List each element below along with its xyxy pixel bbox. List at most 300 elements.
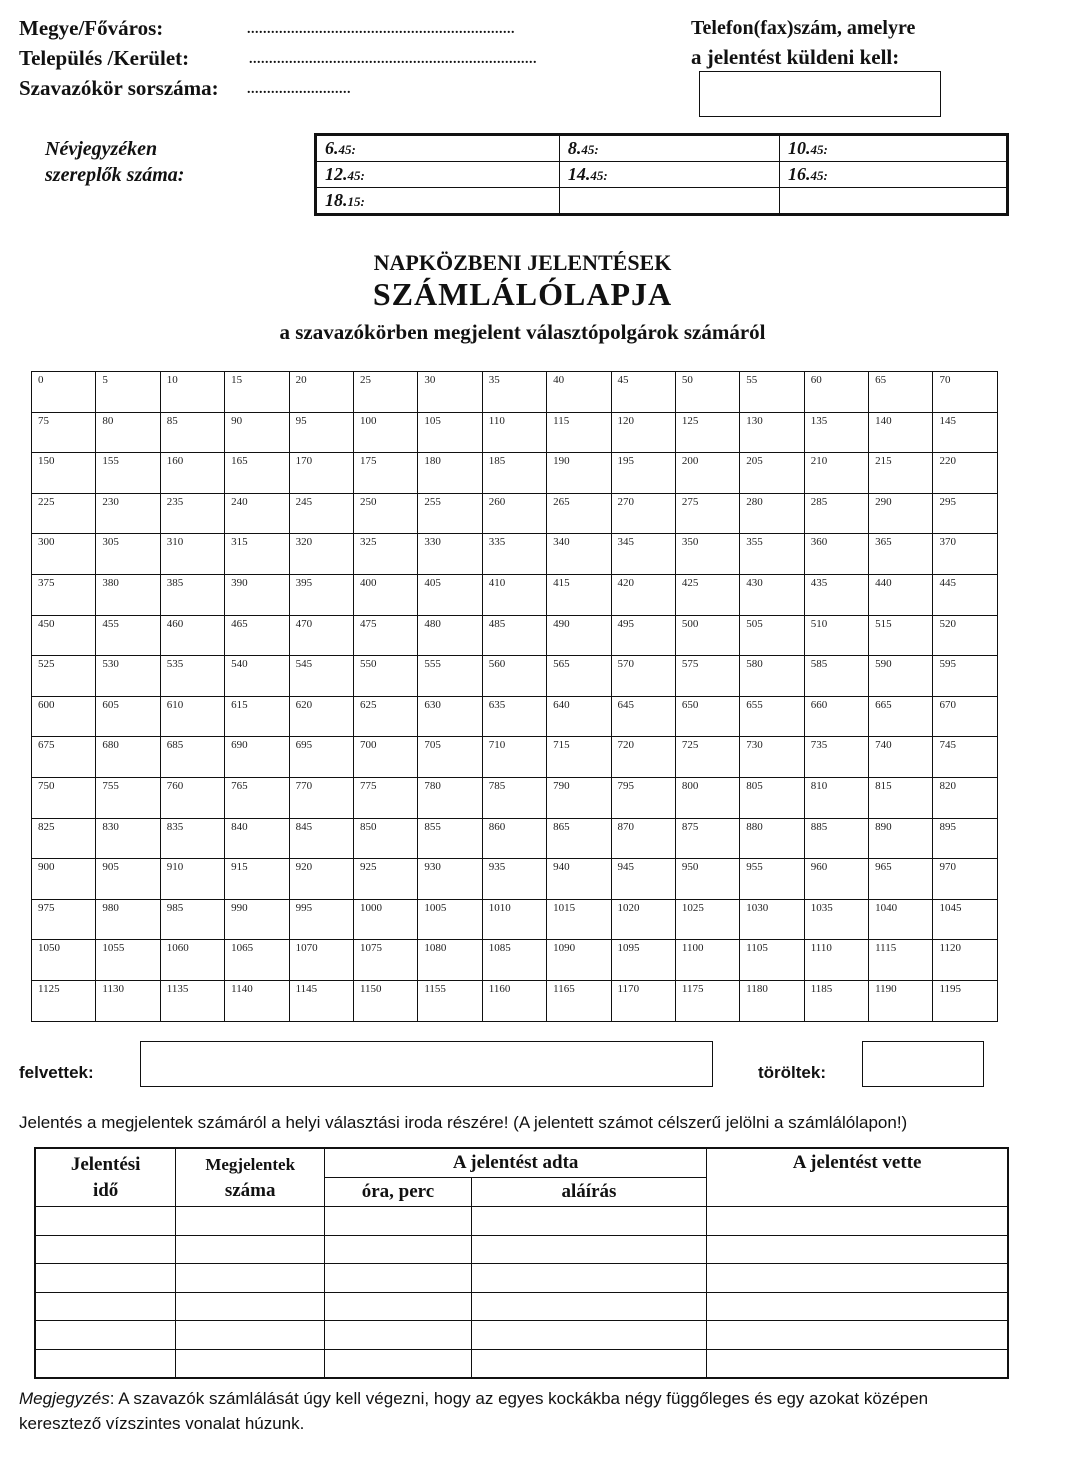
tally-cell[interactable]	[547, 412, 611, 453]
tally-cell[interactable]	[353, 818, 417, 859]
tally-cell[interactable]	[869, 574, 933, 615]
tally-cell[interactable]	[804, 818, 868, 859]
tally-cell[interactable]	[96, 412, 160, 453]
tally-cell[interactable]	[547, 777, 611, 818]
tally-cell-number: 840	[231, 820, 248, 833]
tally-cell[interactable]	[289, 412, 353, 453]
tally-cell[interactable]	[675, 493, 739, 534]
tally-cell[interactable]	[225, 574, 289, 615]
tally-cell[interactable]	[547, 737, 611, 778]
tally-cell[interactable]	[804, 615, 868, 656]
tally-cell[interactable]	[482, 453, 546, 494]
report-cell[interactable]	[471, 1207, 706, 1236]
tally-cell[interactable]	[353, 372, 417, 413]
report-cell[interactable]	[176, 1207, 325, 1236]
tally-cell[interactable]	[32, 493, 96, 534]
tally-cell[interactable]	[547, 615, 611, 656]
tally-cell[interactable]	[418, 656, 482, 697]
tally-cell[interactable]	[160, 615, 224, 656]
tally-cell[interactable]	[547, 534, 611, 575]
tally-cell[interactable]	[353, 493, 417, 534]
report-cell[interactable]	[471, 1235, 706, 1264]
tally-cell[interactable]	[675, 453, 739, 494]
tally-cell[interactable]	[32, 412, 96, 453]
tally-cell[interactable]	[32, 534, 96, 575]
tally-cell[interactable]	[225, 737, 289, 778]
tally-cell[interactable]	[160, 656, 224, 697]
tally-cell[interactable]	[482, 737, 546, 778]
tally-cell[interactable]	[547, 453, 611, 494]
tally-cell[interactable]	[869, 899, 933, 940]
report-cell[interactable]	[707, 1264, 1008, 1293]
tally-cell[interactable]	[418, 615, 482, 656]
tally-cell[interactable]	[933, 372, 997, 413]
tally-cell[interactable]	[611, 859, 675, 900]
tally-cell[interactable]	[869, 696, 933, 737]
tally-cell[interactable]	[547, 859, 611, 900]
tally-cell[interactable]	[933, 574, 997, 615]
tally-cell[interactable]	[869, 980, 933, 1021]
tally-cell[interactable]	[611, 453, 675, 494]
tally-cell[interactable]	[547, 574, 611, 615]
tally-cell[interactable]	[160, 412, 224, 453]
report-cell[interactable]	[176, 1264, 325, 1293]
tally-cell[interactable]	[418, 940, 482, 981]
tally-cell[interactable]	[32, 574, 96, 615]
tally-cell[interactable]	[740, 980, 804, 1021]
report-cell[interactable]	[325, 1235, 472, 1264]
tally-cell[interactable]	[740, 656, 804, 697]
tally-cell[interactable]	[160, 696, 224, 737]
tally-cell[interactable]	[32, 859, 96, 900]
report-cell[interactable]	[707, 1321, 1008, 1350]
time-cell[interactable]	[559, 162, 779, 188]
report-cell[interactable]	[35, 1207, 176, 1236]
tally-cell[interactable]	[482, 777, 546, 818]
tally-cell[interactable]	[289, 859, 353, 900]
tally-cell[interactable]	[869, 859, 933, 900]
tally-cell[interactable]	[804, 453, 868, 494]
tally-row	[32, 574, 998, 615]
tally-cell[interactable]	[32, 737, 96, 778]
tally-cell[interactable]	[611, 818, 675, 859]
tally-cell[interactable]	[804, 493, 868, 534]
tally-cell[interactable]	[353, 534, 417, 575]
tally-cell[interactable]	[933, 696, 997, 737]
tally-cell[interactable]	[675, 696, 739, 737]
tally-cell[interactable]	[675, 412, 739, 453]
tally-cell[interactable]	[933, 656, 997, 697]
tally-cell[interactable]	[675, 737, 739, 778]
tally-cell[interactable]	[675, 859, 739, 900]
tally-cell[interactable]	[96, 574, 160, 615]
tally-cell[interactable]	[32, 777, 96, 818]
tally-cell[interactable]	[547, 696, 611, 737]
report-cell[interactable]	[176, 1235, 325, 1264]
tally-cell[interactable]	[740, 899, 804, 940]
tally-cell[interactable]	[353, 737, 417, 778]
tally-cell[interactable]	[740, 453, 804, 494]
tally-cell[interactable]	[933, 940, 997, 981]
tally-cell[interactable]	[804, 534, 868, 575]
tally-cell[interactable]	[96, 534, 160, 575]
tally-cell-number: 635	[488, 698, 506, 711]
tally-cell[interactable]	[611, 615, 675, 656]
tally-cell[interactable]	[740, 818, 804, 859]
phone-number-box[interactable]	[699, 71, 941, 117]
tally-cell[interactable]	[289, 372, 353, 413]
tally-cell[interactable]	[482, 859, 546, 900]
tally-cell[interactable]	[160, 534, 224, 575]
tally-cell[interactable]	[804, 372, 868, 413]
report-cell[interactable]	[176, 1321, 325, 1350]
tally-cell[interactable]	[289, 696, 353, 737]
tally-cell[interactable]	[740, 372, 804, 413]
tally-cell[interactable]	[418, 737, 482, 778]
tally-cell[interactable]	[611, 696, 675, 737]
tally-cell[interactable]	[482, 818, 546, 859]
tally-cell[interactable]	[225, 859, 289, 900]
tally-cell[interactable]	[804, 737, 868, 778]
tally-cell[interactable]	[418, 493, 482, 534]
tally-row	[32, 615, 998, 656]
tally-cell-number: 1160	[488, 982, 511, 995]
report-cell[interactable]	[325, 1264, 472, 1293]
report-cell[interactable]	[35, 1292, 176, 1321]
tally-cell[interactable]	[611, 940, 675, 981]
tally-cell[interactable]	[933, 980, 997, 1021]
tally-cell[interactable]	[32, 453, 96, 494]
tally-cell[interactable]	[804, 859, 868, 900]
tally-cell[interactable]	[225, 818, 289, 859]
report-cell[interactable]	[35, 1264, 176, 1293]
tally-cell[interactable]	[740, 615, 804, 656]
tally-cell[interactable]	[96, 980, 160, 1021]
tally-cell[interactable]	[675, 980, 739, 1021]
time-cell[interactable]	[316, 162, 560, 188]
report-cell[interactable]	[35, 1235, 176, 1264]
tally-cell[interactable]	[289, 574, 353, 615]
report-cell[interactable]	[707, 1292, 1008, 1321]
tally-cell[interactable]	[482, 574, 546, 615]
tally-cell[interactable]	[225, 940, 289, 981]
tally-cell[interactable]	[611, 899, 675, 940]
tally-cell[interactable]	[740, 940, 804, 981]
tally-cell[interactable]	[611, 980, 675, 1021]
tally-cell[interactable]	[869, 818, 933, 859]
tally-cell[interactable]	[547, 493, 611, 534]
tally-cell[interactable]	[418, 777, 482, 818]
tally-cell[interactable]	[869, 777, 933, 818]
tally-cell-number: 1015	[553, 901, 576, 914]
tally-cell[interactable]	[611, 534, 675, 575]
tally-cell[interactable]	[675, 940, 739, 981]
time-cell[interactable]	[316, 135, 560, 162]
tally-cell[interactable]	[933, 737, 997, 778]
deleted-box[interactable]	[862, 1041, 984, 1087]
tally-cell[interactable]	[160, 493, 224, 534]
title-line2: SZÁMLÁLÓLAPJA	[372, 276, 673, 312]
tally-cell-number: 205	[746, 455, 763, 468]
tally-cell[interactable]	[289, 493, 353, 534]
time-cell[interactable]	[779, 135, 1007, 162]
tally-cell[interactable]	[933, 818, 997, 859]
tally-cell[interactable]	[418, 859, 482, 900]
tally-cell[interactable]	[933, 859, 997, 900]
report-cell[interactable]	[471, 1321, 706, 1350]
tally-cell[interactable]	[96, 696, 160, 737]
tally-cell[interactable]	[160, 737, 224, 778]
tally-cell[interactable]	[482, 534, 546, 575]
tally-cell[interactable]	[804, 656, 868, 697]
tally-cell[interactable]	[675, 899, 739, 940]
tally-cell-number: 55	[746, 374, 758, 386]
tally-cell[interactable]	[547, 899, 611, 940]
tally-cell[interactable]	[353, 615, 417, 656]
report-cell[interactable]	[707, 1207, 1008, 1236]
tally-cell[interactable]	[611, 574, 675, 615]
tally-cell[interactable]	[160, 818, 224, 859]
tally-cell[interactable]	[160, 899, 224, 940]
tally-cell[interactable]	[869, 737, 933, 778]
tally-cell[interactable]	[353, 574, 417, 615]
tally-cell[interactable]	[418, 453, 482, 494]
tally-cell[interactable]	[482, 656, 546, 697]
tally-cell[interactable]	[225, 453, 289, 494]
tally-cell[interactable]	[482, 940, 546, 981]
tally-cell[interactable]	[675, 818, 739, 859]
time-cell[interactable]	[559, 188, 779, 215]
report-cell[interactable]	[471, 1292, 706, 1321]
tally-cell[interactable]	[740, 534, 804, 575]
report-cell[interactable]	[35, 1321, 176, 1350]
tally-cell[interactable]	[804, 980, 868, 1021]
tally-cell[interactable]	[160, 453, 224, 494]
tally-cell[interactable]	[675, 574, 739, 615]
tally-cell[interactable]	[32, 372, 96, 413]
tally-cell[interactable]	[547, 656, 611, 697]
tally-cell[interactable]	[933, 412, 997, 453]
tally-cell[interactable]	[740, 412, 804, 453]
tally-cell[interactable]	[96, 859, 160, 900]
tally-cell[interactable]	[418, 696, 482, 737]
tally-cell[interactable]	[804, 899, 868, 940]
tally-cell[interactable]	[225, 656, 289, 697]
tally-cell[interactable]	[869, 493, 933, 534]
tally-cell[interactable]	[675, 372, 739, 413]
tally-cell[interactable]	[225, 493, 289, 534]
tally-cell[interactable]	[289, 818, 353, 859]
tally-cell[interactable]	[482, 696, 546, 737]
settlement-field[interactable]: ........................................................................	[249, 52, 537, 67]
tally-cell[interactable]	[96, 453, 160, 494]
tally-cell[interactable]	[740, 574, 804, 615]
time-cell[interactable]	[779, 162, 1007, 188]
tally-cell[interactable]	[353, 859, 417, 900]
tally-cell[interactable]	[225, 615, 289, 656]
tally-cell[interactable]	[418, 818, 482, 859]
tally-cell[interactable]	[675, 656, 739, 697]
tally-cell[interactable]	[933, 493, 997, 534]
tally-cell[interactable]	[804, 574, 868, 615]
tally-cell[interactable]	[740, 696, 804, 737]
report-cell[interactable]	[35, 1349, 176, 1378]
tally-cell-number: 550	[359, 658, 377, 671]
tally-cell[interactable]	[675, 777, 739, 818]
tally-cell[interactable]	[289, 737, 353, 778]
tally-cell[interactable]	[933, 615, 997, 656]
tally-cell[interactable]	[96, 899, 160, 940]
tally-cell[interactable]	[611, 737, 675, 778]
county-field[interactable]: ...................................................................	[247, 22, 515, 37]
tally-cell[interactable]	[804, 940, 868, 981]
tally-cell[interactable]	[225, 534, 289, 575]
tally-cell-number: 740	[875, 739, 892, 752]
tally-cell[interactable]	[482, 615, 546, 656]
tally-cell[interactable]	[353, 412, 417, 453]
report-cell[interactable]	[707, 1235, 1008, 1264]
tally-cell[interactable]	[32, 656, 96, 697]
tally-cell[interactable]	[418, 372, 482, 413]
tally-cell[interactable]	[96, 615, 160, 656]
report-cell[interactable]	[325, 1321, 472, 1350]
tally-cell[interactable]	[32, 899, 96, 940]
tally-cell[interactable]	[804, 777, 868, 818]
tally-cell[interactable]	[482, 493, 546, 534]
tally-cell[interactable]	[869, 372, 933, 413]
tally-cell[interactable]	[289, 899, 353, 940]
tally-cell[interactable]	[611, 656, 675, 697]
tally-cell[interactable]	[804, 696, 868, 737]
tally-cell[interactable]	[96, 940, 160, 981]
added-box[interactable]	[140, 1041, 713, 1087]
tally-cell[interactable]	[740, 737, 804, 778]
tally-cell[interactable]	[160, 777, 224, 818]
report-cell[interactable]	[325, 1207, 472, 1236]
tally-cell[interactable]	[418, 980, 482, 1021]
tally-cell[interactable]	[869, 940, 933, 981]
tally-cell[interactable]	[933, 453, 997, 494]
tally-cell[interactable]	[933, 534, 997, 575]
tally-cell[interactable]	[353, 980, 417, 1021]
tally-cell[interactable]	[32, 818, 96, 859]
tally-cell[interactable]	[225, 372, 289, 413]
tally-cell[interactable]	[289, 656, 353, 697]
report-cell[interactable]	[325, 1349, 472, 1378]
tally-cell[interactable]	[289, 453, 353, 494]
tally-cell[interactable]	[418, 574, 482, 615]
tally-cell[interactable]	[547, 372, 611, 413]
tally-cell[interactable]	[353, 696, 417, 737]
tally-cell[interactable]	[225, 980, 289, 1021]
tally-cell[interactable]	[160, 940, 224, 981]
tally-cell-number: 895	[939, 820, 956, 833]
tally-cell[interactable]	[675, 615, 739, 656]
time-cell[interactable]	[316, 188, 560, 215]
tally-cell[interactable]	[289, 534, 353, 575]
tally-cell[interactable]	[32, 615, 96, 656]
tally-cell[interactable]	[869, 412, 933, 453]
tally-cell[interactable]	[32, 696, 96, 737]
tally-cell[interactable]	[740, 859, 804, 900]
district-number-field[interactable]: ..........................	[247, 82, 351, 97]
tally-cell[interactable]	[482, 899, 546, 940]
tally-cell[interactable]	[96, 737, 160, 778]
tally-cell[interactable]	[353, 899, 417, 940]
tally-cell[interactable]	[869, 534, 933, 575]
tally-cell[interactable]	[289, 980, 353, 1021]
report-cell[interactable]	[471, 1349, 706, 1378]
tally-cell[interactable]	[740, 493, 804, 534]
tally-cell[interactable]	[289, 777, 353, 818]
tally-cell[interactable]	[225, 412, 289, 453]
tally-cell[interactable]	[32, 940, 96, 981]
tally-cell[interactable]	[160, 859, 224, 900]
tally-cell[interactable]	[933, 899, 997, 940]
tally-cell[interactable]	[611, 412, 675, 453]
tally-cell[interactable]	[96, 777, 160, 818]
tally-cell[interactable]	[869, 656, 933, 697]
tally-cell[interactable]	[482, 372, 546, 413]
tally-cell[interactable]	[96, 656, 160, 697]
time-cell[interactable]	[559, 135, 779, 162]
report-cell[interactable]	[176, 1349, 325, 1378]
tally-cell[interactable]	[933, 777, 997, 818]
tally-cell[interactable]	[611, 372, 675, 413]
tally-cell[interactable]	[418, 412, 482, 453]
tally-cell[interactable]	[482, 412, 546, 453]
tally-cell[interactable]	[740, 777, 804, 818]
tally-cell[interactable]	[160, 980, 224, 1021]
tally-cell[interactable]	[418, 534, 482, 575]
tally-cell[interactable]	[869, 453, 933, 494]
tally-cell[interactable]	[611, 777, 675, 818]
tally-cell[interactable]	[32, 980, 96, 1021]
tally-cell[interactable]	[804, 412, 868, 453]
report-cell[interactable]	[176, 1292, 325, 1321]
tally-cell[interactable]	[611, 493, 675, 534]
tally-cell[interactable]	[225, 899, 289, 940]
tally-cell[interactable]	[160, 372, 224, 413]
tally-cell[interactable]	[547, 980, 611, 1021]
report-cell[interactable]	[707, 1349, 1008, 1378]
report-cell[interactable]	[471, 1264, 706, 1293]
tally-cell[interactable]	[225, 777, 289, 818]
tally-cell-number: 1090	[553, 942, 576, 955]
tally-cell[interactable]	[96, 493, 160, 534]
time-cell[interactable]	[779, 188, 1007, 215]
tally-cell[interactable]	[96, 372, 160, 413]
tally-cell[interactable]	[869, 615, 933, 656]
tally-cell-number: 920	[295, 861, 313, 874]
tally-cell[interactable]	[353, 940, 417, 981]
tally-cell[interactable]	[289, 940, 353, 981]
tally-cell[interactable]	[482, 980, 546, 1021]
tally-cell[interactable]	[96, 818, 160, 859]
tally-cell[interactable]	[225, 696, 289, 737]
tally-cell[interactable]	[418, 899, 482, 940]
tally-cell[interactable]	[289, 615, 353, 656]
tally-cell-number: 555	[424, 658, 441, 671]
tally-cell[interactable]	[547, 818, 611, 859]
tally-cell[interactable]	[675, 534, 739, 575]
tally-cell[interactable]	[547, 940, 611, 981]
report-cell[interactable]	[325, 1292, 472, 1321]
tally-cell[interactable]	[353, 656, 417, 697]
tally-cell[interactable]	[353, 777, 417, 818]
tally-cell[interactable]	[160, 574, 224, 615]
tally-cell[interactable]	[353, 453, 417, 494]
